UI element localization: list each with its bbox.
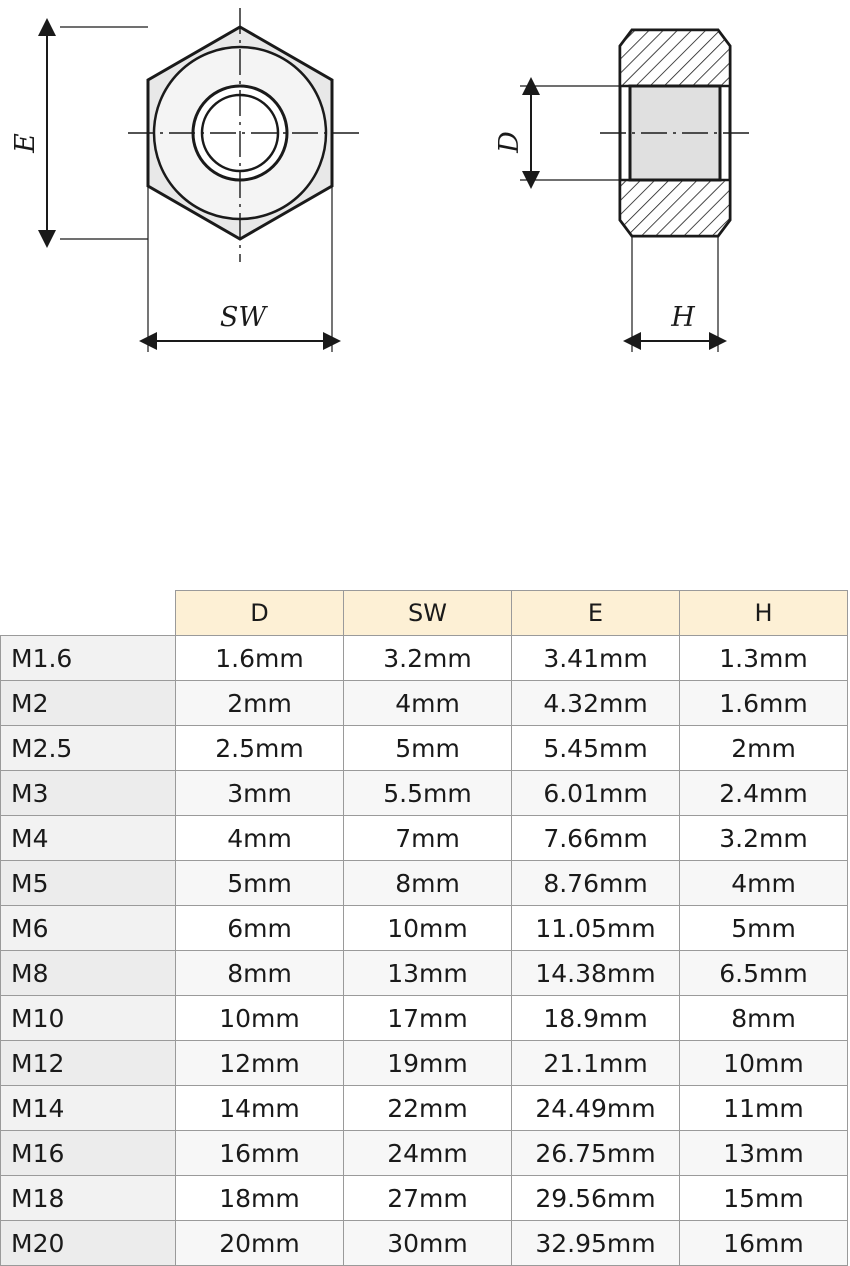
cell-e: 11.05mm — [512, 906, 680, 951]
cell-e: 29.56mm — [512, 1176, 680, 1221]
table-row — [1, 771, 848, 816]
cell-d: 10mm — [176, 996, 344, 1041]
table-row — [1, 861, 848, 906]
cell-e: 18.9mm — [512, 996, 680, 1041]
cell-h: 5mm — [680, 906, 848, 951]
dimensions-table-container — [0, 590, 850, 1266]
cell-h: 10mm — [680, 1041, 848, 1086]
row-size: M20 — [1, 1221, 176, 1266]
dimension-label-h: H — [671, 302, 695, 333]
cell-h: 3.2mm — [680, 816, 848, 861]
cell-e: 7.66mm — [512, 816, 680, 861]
table-row — [1, 636, 848, 681]
cell-sw: 13mm — [344, 951, 512, 996]
cell-h: 13mm — [680, 1131, 848, 1176]
row-size: M8 — [1, 951, 176, 996]
table-row — [1, 726, 848, 771]
cell-e: 8.76mm — [512, 861, 680, 906]
cell-sw: 19mm — [344, 1041, 512, 1086]
cell-sw: 5mm — [344, 726, 512, 771]
dimensions-table — [0, 590, 848, 1266]
table-row — [1, 816, 848, 861]
cell-e: 3.41mm — [512, 636, 680, 681]
cell-e: 21.1mm — [512, 1041, 680, 1086]
cell-d: 14mm — [176, 1086, 344, 1131]
table-row — [1, 906, 848, 951]
row-size: M2 — [1, 681, 176, 726]
cell-d: 3mm — [176, 771, 344, 816]
column-header-sw: SW — [344, 591, 512, 636]
row-size: M12 — [1, 1041, 176, 1086]
cell-h: 2.4mm — [680, 771, 848, 816]
cell-e: 6.01mm — [512, 771, 680, 816]
table-row — [1, 1041, 848, 1086]
dimension-label-e: E — [10, 133, 41, 153]
cell-e: 5.45mm — [512, 726, 680, 771]
section-hatch-bottom — [620, 180, 730, 236]
table-row — [1, 1131, 848, 1176]
cell-d: 1.6mm — [176, 636, 344, 681]
row-size: M5 — [1, 861, 176, 906]
cell-e: 4.32mm — [512, 681, 680, 726]
table-header-row — [1, 591, 848, 636]
section-hatch-top — [620, 30, 730, 86]
cell-e: 26.75mm — [512, 1131, 680, 1176]
cell-d: 6mm — [176, 906, 344, 951]
cell-h: 8mm — [680, 996, 848, 1041]
cell-e: 32.95mm — [512, 1221, 680, 1266]
cell-h: 1.3mm — [680, 636, 848, 681]
cell-h: 11mm — [680, 1086, 848, 1131]
row-size: M1.6 — [1, 636, 176, 681]
table-corner-cell — [1, 591, 176, 636]
cell-sw: 7mm — [344, 816, 512, 861]
cell-sw: 22mm — [344, 1086, 512, 1131]
table-row — [1, 996, 848, 1041]
cell-sw: 17mm — [344, 996, 512, 1041]
cell-d: 2mm — [176, 681, 344, 726]
row-size: M14 — [1, 1086, 176, 1131]
row-size: M4 — [1, 816, 176, 861]
cell-d: 18mm — [176, 1176, 344, 1221]
cell-h: 2mm — [680, 726, 848, 771]
cell-h: 1.6mm — [680, 681, 848, 726]
column-header-h: H — [680, 591, 848, 636]
table-row — [1, 1221, 848, 1266]
row-size: M10 — [1, 996, 176, 1041]
cell-sw: 10mm — [344, 906, 512, 951]
row-size: M2.5 — [1, 726, 176, 771]
cell-e: 14.38mm — [512, 951, 680, 996]
dimension-label-sw: SW — [219, 302, 267, 333]
front-view — [10, 8, 360, 352]
table-row — [1, 1086, 848, 1131]
hex-nut-technical-drawing — [0, 0, 850, 380]
row-size: M16 — [1, 1131, 176, 1176]
dimension-label-d: D — [494, 131, 525, 153]
cell-d: 16mm — [176, 1131, 344, 1176]
cell-sw: 4mm — [344, 681, 512, 726]
cell-sw: 3.2mm — [344, 636, 512, 681]
cell-h: 16mm — [680, 1221, 848, 1266]
table-row — [1, 1176, 848, 1221]
cell-e: 24.49mm — [512, 1086, 680, 1131]
cell-d: 2.5mm — [176, 726, 344, 771]
row-size: M18 — [1, 1176, 176, 1221]
cell-d: 5mm — [176, 861, 344, 906]
cell-h: 15mm — [680, 1176, 848, 1221]
cell-sw: 8mm — [344, 861, 512, 906]
row-size: M6 — [1, 906, 176, 951]
cell-sw: 5.5mm — [344, 771, 512, 816]
table-row — [1, 681, 848, 726]
cell-d: 8mm — [176, 951, 344, 996]
side-view-section — [494, 30, 752, 352]
cell-d: 4mm — [176, 816, 344, 861]
row-size: M3 — [1, 771, 176, 816]
cell-sw: 30mm — [344, 1221, 512, 1266]
cell-h: 4mm — [680, 861, 848, 906]
column-header-d: D — [176, 591, 344, 636]
cell-sw: 24mm — [344, 1131, 512, 1176]
cell-sw: 27mm — [344, 1176, 512, 1221]
cell-d: 20mm — [176, 1221, 344, 1266]
table-row — [1, 951, 848, 996]
cell-h: 6.5mm — [680, 951, 848, 996]
column-header-e: E — [512, 591, 680, 636]
cell-d: 12mm — [176, 1041, 344, 1086]
